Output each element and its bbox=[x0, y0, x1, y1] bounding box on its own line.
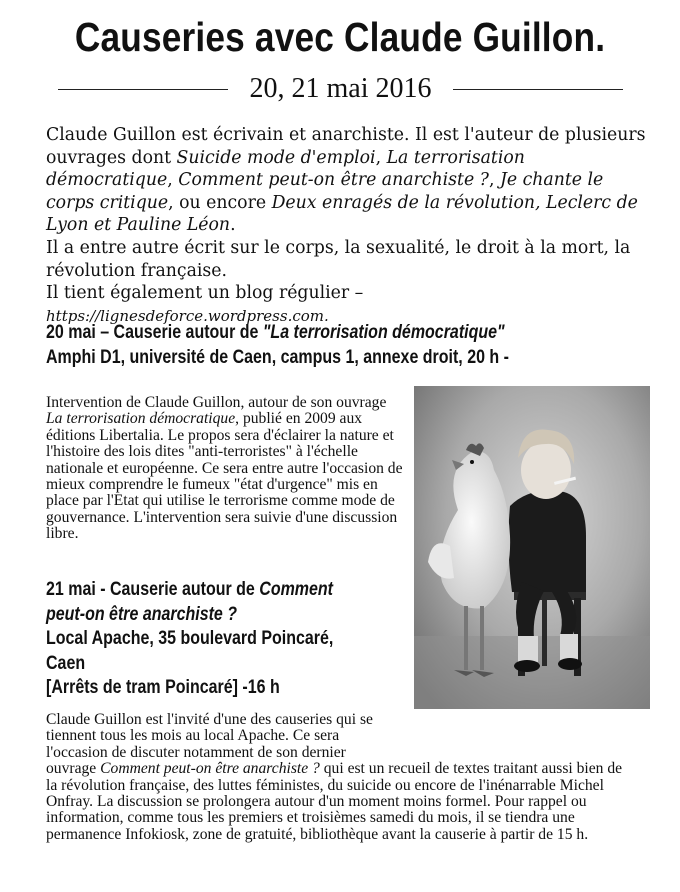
separator: , ou encore bbox=[168, 192, 272, 213]
event-dates: 20, 21 mai 2016 bbox=[249, 73, 432, 104]
event1-title bbox=[46, 320, 505, 345]
event2-book-title-cont: peut-on être anarchiste ? bbox=[46, 602, 238, 625]
separator: , bbox=[167, 170, 179, 191]
date-banner bbox=[58, 72, 623, 106]
event2-desc-text: ouvrage bbox=[46, 760, 101, 778]
event1-desc-text: Intervention de Claude Guillon, autour de son ouvrage bbox=[46, 394, 387, 411]
page-title: Causeries avec Claude Guillon. bbox=[74, 14, 606, 60]
book-title: Suicide mode d'emploi bbox=[176, 147, 376, 168]
book-title: Je chante le corps critique bbox=[46, 170, 604, 213]
event2-desc-intro: Claude Guillon est l'invité d'une des causeries qui se tiennent tous les mois au local Apache. Ce sera l'occasion de discuter notamment de son dernier bbox=[46, 711, 373, 761]
intro-bio bbox=[46, 124, 646, 237]
event1-desc-book: La terrorisation démocratique bbox=[46, 410, 236, 428]
book-title: La terrorisation démocratique bbox=[46, 147, 525, 191]
event2-desc-book: Comment peut-on être anarchiste ? bbox=[100, 760, 320, 778]
event1-book-title: "La terrorisation démocratique" bbox=[262, 321, 505, 343]
event2-location-line2: Caen bbox=[46, 651, 86, 674]
photo-illustration bbox=[414, 386, 650, 709]
event1-description bbox=[46, 395, 406, 543]
event2-tram-time: [Arrêts de tram Poincaré] -16 h bbox=[46, 676, 280, 699]
event1-desc-text: , publié en 2009 aux éditions Libertalia. Le propos sera d'éclairer la nature et l'histoire des lois dites "anti-terroristes" à l'échelle nationale et européenne. Ce sera entre autre l'occasion de mieux comprendre le fumeux "état d'urgence" mis en place par l'Etat qui utilise le terrorisme comme mode de gouvernance. L'intervention sera suivie d'une discussion libre. bbox=[46, 410, 403, 543]
intro-text: Claude Guillon est écrivain et anarchiste. Il est l'auteur de plusieurs ouvrages dont bbox=[46, 125, 646, 168]
blog-label: Il tient également un blog régulier – bbox=[46, 283, 364, 304]
intro-topics: Il a entre autre écrit sur le corps, la sexualité, le droit à la mort, la révolution française. bbox=[46, 237, 631, 281]
event2-title-line1 bbox=[46, 577, 333, 602]
event1-heading bbox=[46, 320, 509, 368]
photo-child-with-chicken bbox=[414, 386, 650, 709]
divider-right bbox=[453, 89, 623, 90]
separator: , bbox=[375, 147, 387, 168]
event2-title-text: 21 mai - Causerie autour de bbox=[46, 578, 260, 600]
separator: . bbox=[230, 215, 236, 236]
book-title: Deux enragés de la révolution, Leclerc de Lyon et Pauline Léon bbox=[46, 192, 638, 236]
blog-link[interactable]: https://lignesdeforce.wordpress.com. bbox=[46, 306, 329, 325]
event2-heading bbox=[46, 577, 333, 700]
event2-desc-text: qui est un recueil de textes traitant aussi bien de la révolution française, des luttes féministes, du suicide ou encore de l'inénarrable Michel Onfray. La discussion se prolongera autour d'un moment moins formel. Pour rappel ou information, comme tous les premiers et troisièmes samedi du mois, il se tiendra une permanence Infokiosk, zone de gratuité, bibliothèque avant la causerie à partir de 15 h. bbox=[46, 760, 623, 843]
event2-desc-body bbox=[46, 761, 636, 843]
event2-description bbox=[46, 712, 636, 843]
event2-location-line1: Local Apache, 35 boulevard Poincaré, bbox=[46, 627, 334, 650]
event2-title-line2 bbox=[46, 602, 333, 627]
event2-book-title: Comment bbox=[259, 578, 334, 600]
book-title: Comment peut-on être anarchiste ? bbox=[178, 170, 489, 191]
intro-section bbox=[46, 124, 646, 327]
event1-title-text: 20 mai – Causerie autour de bbox=[46, 321, 263, 343]
separator: , bbox=[488, 170, 500, 191]
event1-location: Amphi D1, université de Caen, campus 1, annexe droit, 20 h - bbox=[46, 346, 509, 368]
